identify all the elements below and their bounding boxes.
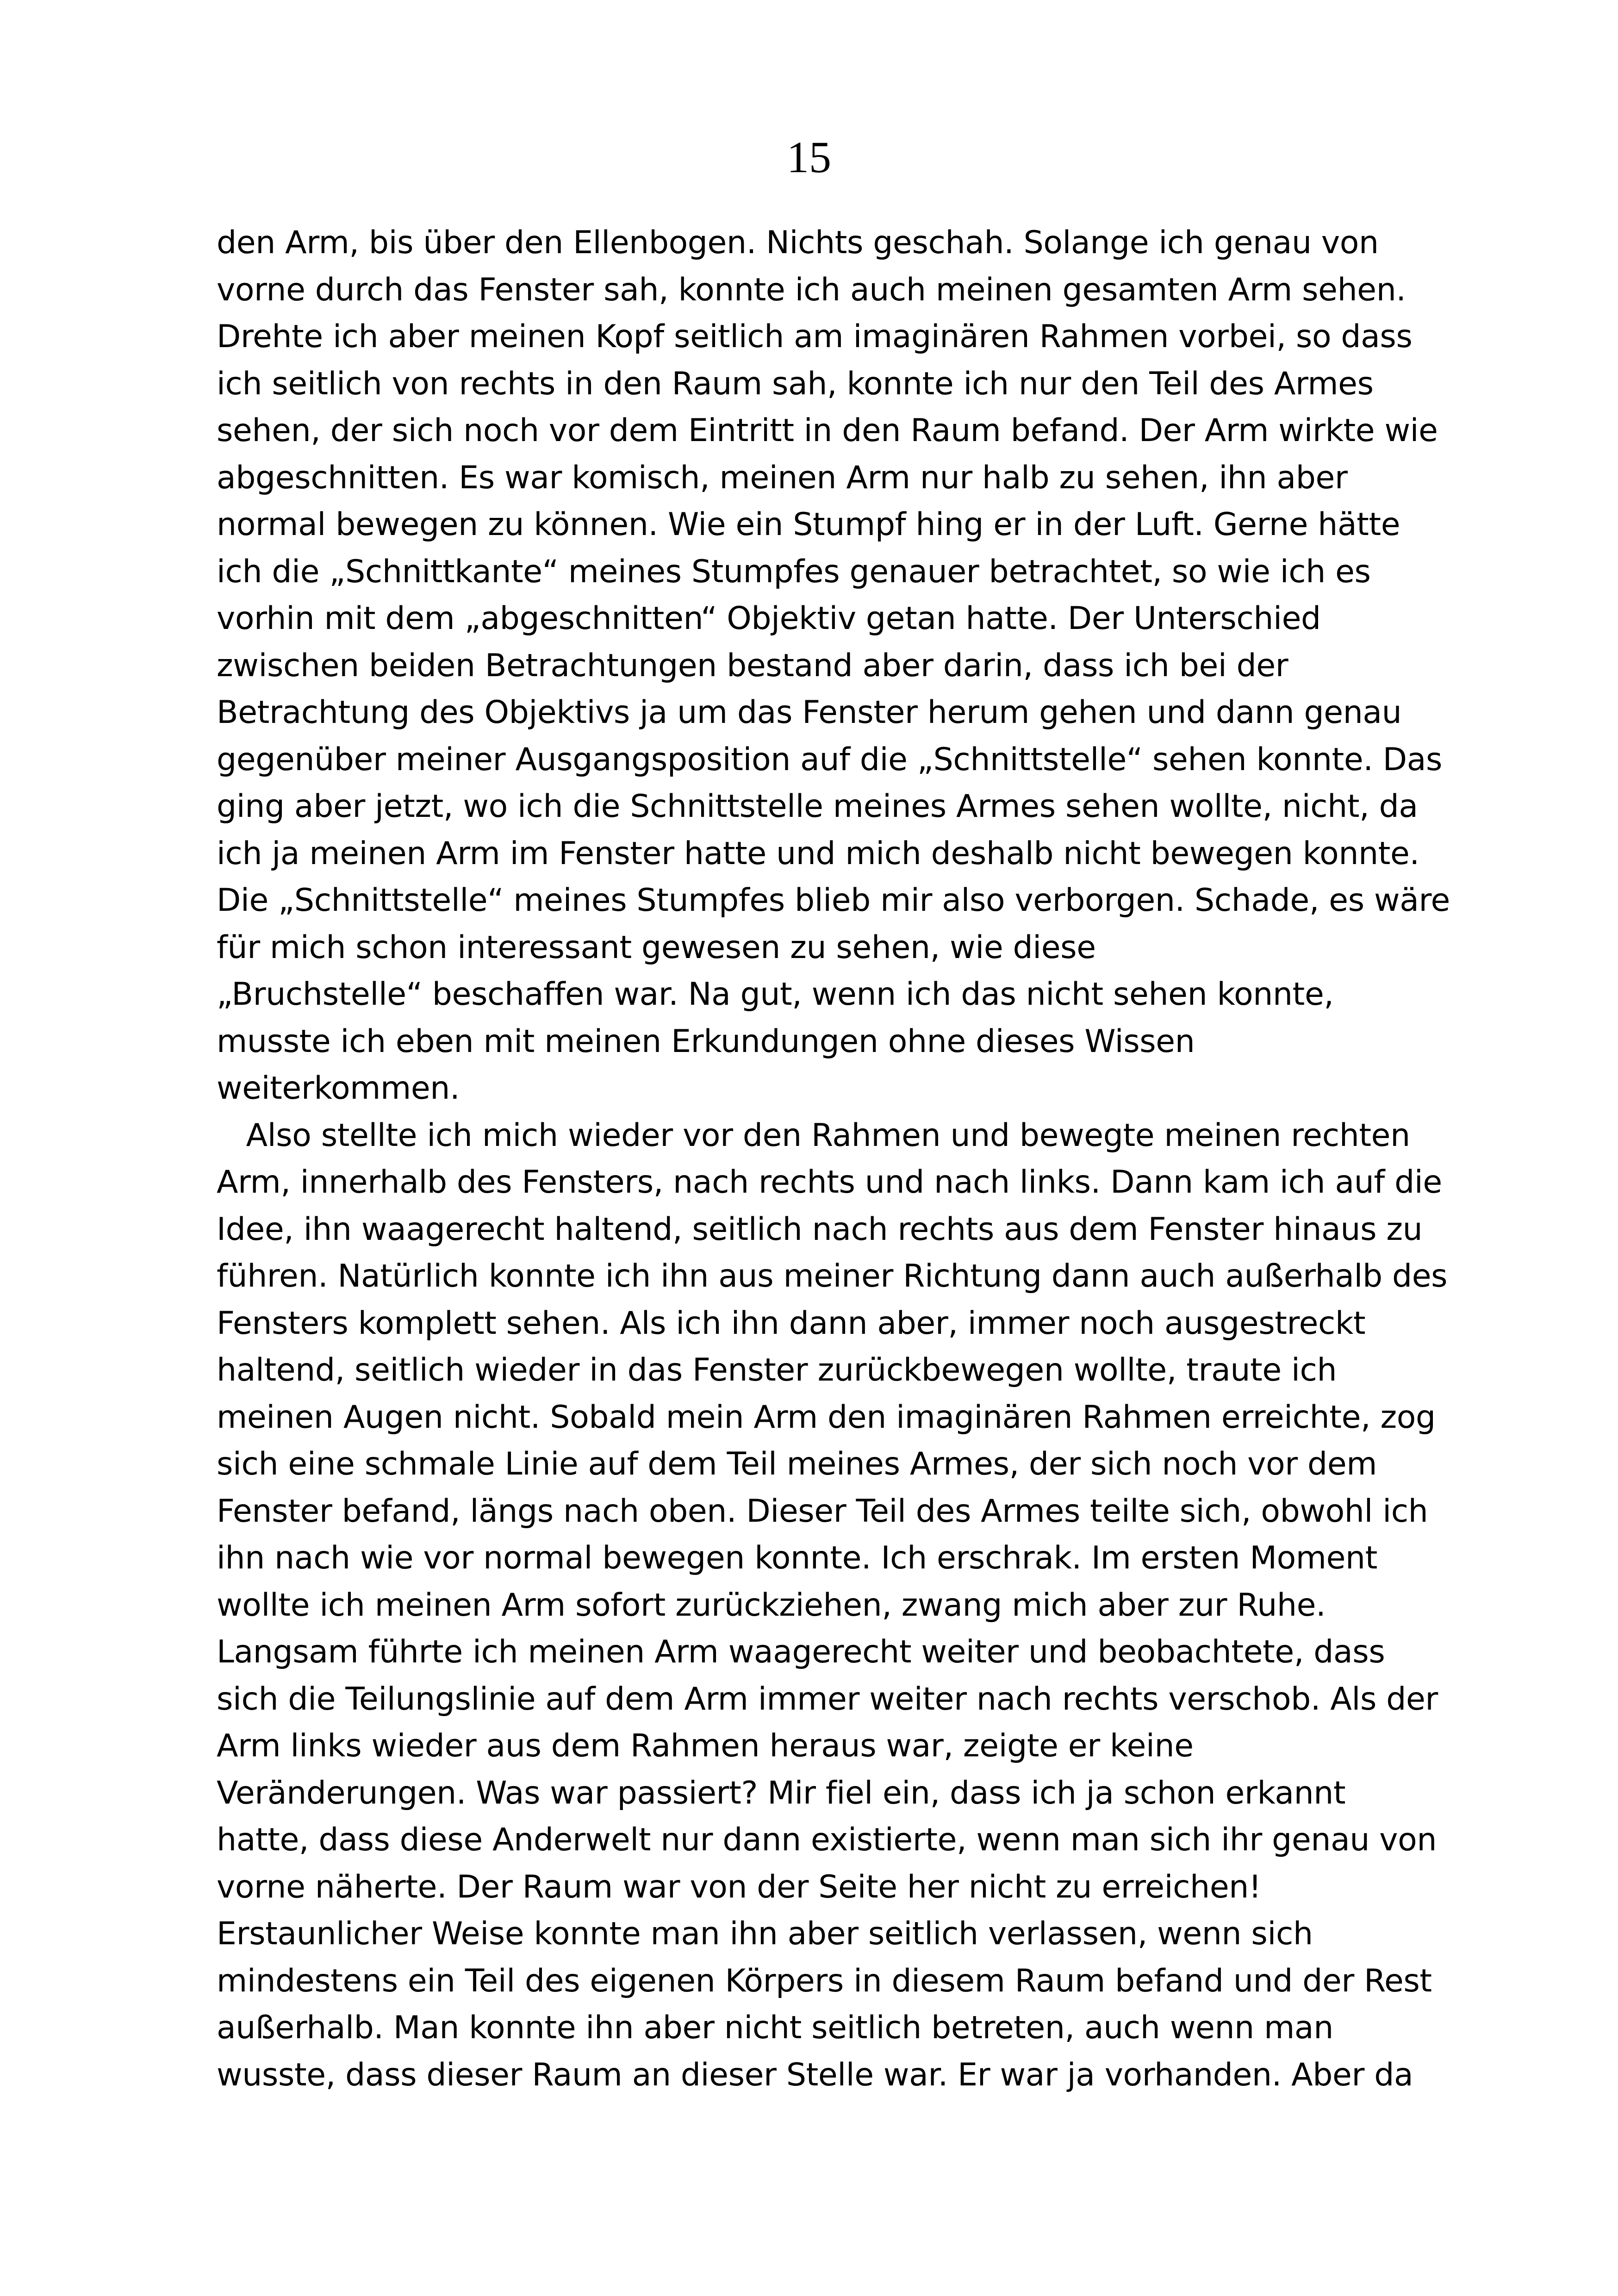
text-line: abgeschnitten. Es war komisch, meinen Arm nur halb zu sehen, ihn aber: [217, 459, 1348, 496]
text-line: Drehte ich aber meinen Kopf seitlich am imaginären Rahmen vorbei, so dass: [217, 318, 1413, 355]
text-line: Fensters komplett sehen. Als ich ihn dann aber, immer noch ausgestreckt: [217, 1305, 1366, 1342]
text-line: sich eine schmale Linie auf dem Teil meines Armes, der sich noch vor dem: [217, 1446, 1377, 1482]
text-line: meinen Augen nicht. Sobald mein Arm den imaginären Rahmen erreichte, zog: [217, 1399, 1436, 1436]
text-line: Langsam führte ich meinen Arm waagerecht weiter und beobachtete, dass: [217, 1634, 1385, 1670]
text-line: Veränderungen. Was war passiert? Mir fiel ein, dass ich ja schon erkannt: [217, 1774, 1346, 1811]
text-line: Idee, ihn waagerecht haltend, seitlich nach rechts aus dem Fenster hinaus zu: [217, 1211, 1423, 1248]
text-line: musste ich eben mit meinen Erkundungen ohne dieses Wissen: [217, 1023, 1195, 1060]
text-line: ich ja meinen Arm im Fenster hatte und mich deshalb nicht bewegen konnte.: [217, 835, 1419, 872]
text-line: wollte ich meinen Arm sofort zurückziehen, zwang mich aber zur Ruhe.: [217, 1587, 1326, 1624]
text-line: mindestens ein Teil des eigenen Körpers in diesem Raum befand und der Rest: [217, 1962, 1432, 1999]
page-number: 15: [787, 132, 831, 182]
text-line: Erstaunlicher Weise konnte man ihn aber seitlich verlassen, wenn sich: [217, 1916, 1313, 1952]
text-line: Arm links wieder aus dem Rahmen heraus war, zeigte er keine: [217, 1728, 1194, 1764]
text-line: sehen, der sich noch vor dem Eintritt in den Raum befand. Der Arm wirkte wie: [217, 412, 1438, 449]
text-line: den Arm, bis über den Ellenbogen. Nichts geschah. Solange ich genau von: [217, 224, 1379, 261]
text-line: „Bruchstelle“ beschaffen war. Na gut, wenn ich das nicht sehen konnte,: [217, 976, 1334, 1013]
text-line: ging aber jetzt, wo ich die Schnittstelle meines Armes sehen wollte, nicht, da: [217, 788, 1418, 825]
text-line: sich die Teilungslinie auf dem Arm immer weiter nach rechts verschob. Als der: [217, 1680, 1438, 1717]
text-line: haltend, seitlich wieder in das Fenster zurückbewegen wollte, traute ich: [217, 1352, 1337, 1388]
text-line: führen. Natürlich konnte ich ihn aus meiner Richtung dann auch außerhalb des: [217, 1258, 1448, 1294]
text-line: vorne durch das Fenster sah, konnte ich auch meinen gesamten Arm sehen.: [217, 271, 1406, 308]
text-line: vorhin mit dem „abgeschnitten“ Objektiv getan hatte. Der Unterschied: [217, 600, 1321, 637]
text-line: ihn nach wie vor normal bewegen konnte. Ich erschrak. Im ersten Moment: [217, 1540, 1378, 1576]
text-line: Also stellte ich mich wieder vor den Rahmen und bewegte meinen rechten: [217, 1117, 1410, 1154]
text-line: wusste, dass dieser Raum an dieser Stelle war. Er war ja vorhanden. Aber da: [217, 2056, 1413, 2093]
text-line: normal bewegen zu können. Wie ein Stumpf hing er in der Luft. Gerne hätte: [217, 506, 1400, 543]
text-line: weiterkommen.: [217, 1070, 460, 1107]
text-line: gegenüber meiner Ausgangsposition auf die „Schnittstelle“ sehen konnte. Das: [217, 741, 1443, 778]
text-line: Arm, innerhalb des Fensters, nach rechts und nach links. Dann kam ich auf die: [217, 1164, 1442, 1201]
body-text: [217, 219, 1475, 2098]
text-line: hatte, dass diese Anderwelt nur dann existierte, wenn man sich ihr genau von: [217, 1822, 1437, 1858]
text-line: außerhalb. Man konnte ihn aber nicht seitlich betreten, auch wenn man: [217, 2010, 1333, 2046]
text-line: Fenster befand, längs nach oben. Dieser Teil des Armes teilte sich, obwohl ich: [217, 1493, 1428, 1530]
text-line: Betrachtung des Objektivs ja um das Fenster herum gehen und dann genau: [217, 694, 1402, 731]
text-line: für mich schon interessant gewesen zu sehen, wie diese: [217, 929, 1096, 966]
text-line: Die „Schnittstelle“ meines Stumpfes blieb mir also verborgen. Schade, es wäre: [217, 882, 1450, 919]
text-line: ich seitlich von rechts in den Raum sah, konnte ich nur den Teil des Armes: [217, 365, 1374, 402]
text-line: zwischen beiden Betrachtungen bestand aber darin, dass ich bei der: [217, 647, 1288, 684]
text-line: ich die „Schnittkante“ meines Stumpfes genauer betrachtet, so wie ich es: [217, 553, 1371, 590]
text-line: vorne näherte. Der Raum war von der Seite her nicht zu erreichen!: [217, 1868, 1261, 1905]
